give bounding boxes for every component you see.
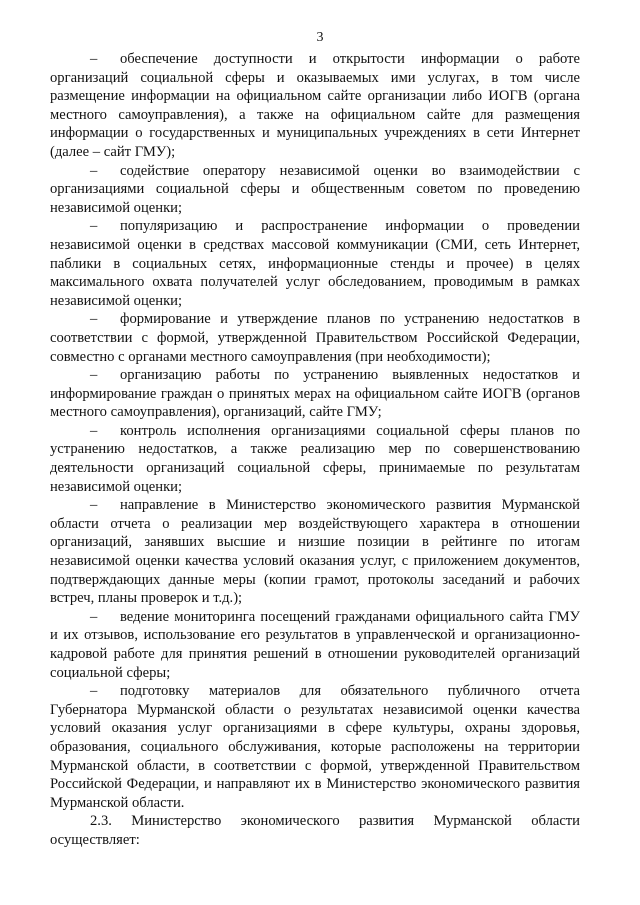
list-item [50,217,580,310]
list-item-text: контроль исполнения организациями социальной сферы планов по устранению недостатков, а также реализацию мер по совершенствованию деятельности организаций социальной сферы, принимаемые по результатам независимой оценки; [50,422,580,495]
list-item [50,162,580,218]
list-item-text: обеспечение доступности и открытости информации о работе организаций социальной сферы и оказываемых ими услугах, в том числе размещение информации на официальном сайте организации либо ИОГВ (органа местного самоуправления), а также на официальном сайте для размещения информации о государственных и муниципальных учреждениях в сети Интернет (далее – сайт ГМУ); [50,51,580,160]
list-item [50,608,580,682]
list-item [50,366,580,422]
list-item [50,422,580,496]
list-dash: – [90,422,98,439]
list-item-text: популяризацию и распространение информации о проведении независимой оценки в средствах массовой коммуникации (СМИ, сеть Интернет, паблики в социальных сетях, информационные стенды и прочее) в целях максимального охвата получателей услуг обследованием, проводимым в рамках независимой оценки; [50,218,580,309]
list-dash: – [90,51,98,67]
list-dash: – [90,218,98,235]
page-number: 3 [316,30,324,45]
list-dash: – [90,367,98,384]
list-item-text: ведение мониторинга посещений гражданами официального сайта ГМУ и их отзывов, использование его результатов в управленческой и организационно-кадровой работе для принятия решений в отношении руководителей организаций социальной сферы; [50,608,580,681]
list-dash: – [90,608,98,625]
list-item-text: содействие оператору независимой оценки во взаимодействии с организациями социальной сферы и общественным советом по проведению независимой оценки; [50,162,580,216]
document-body [50,50,580,850]
list-item-text: организацию работы по устранению выявленных недостатков и информирование граждан о принятых мерах на официальном сайте ИОГВ (органов местного самоуправления), организаций, сайте ГМУ; [50,367,580,421]
list-item [50,50,580,162]
list-dash: – [90,497,98,514]
list-dash: – [90,683,98,700]
list-item-text: формирование и утверждение планов по устранению недостатков в соответствии с формой, утвержденной Правительством Российской Федерации, совместно с органами местного самоуправления (при необходимости); [50,311,580,365]
list-item-text: направление в Министерство экономического развития Мурманской области отчета о реализации мер воздействующего характера в отношении организаций, занявших высшие и низшие позиции в рейтинге по итогам независимой оценки качества условий оказания услуг, с приложением документов, подтверждающих данные меры (копии грамот, протоколы заседаний и рабочих встреч, планы проверок и т.д.); [50,497,580,607]
list-item [50,310,580,366]
list-item [50,496,580,608]
list-item [50,682,580,812]
list-item-text: подготовку материалов для обязательного публичного отчета Губернатора Мурманской области о результатах независимой оценки качества условий оказания услуг организациями в сфере культуры, охраны здоровья, образования, социального обслуживания, которые расположены на территории Мурманской области, в соответствии с формой, утвержденной Правительством Российской Федерации, и направляют их в Министерство экономического развития Мурманской области. [50,683,580,811]
list-dash: – [90,311,98,328]
section-heading: 2.3. Министерство экономического развития Мурманской области осуществляет: [50,813,580,848]
list-dash: – [90,162,98,179]
